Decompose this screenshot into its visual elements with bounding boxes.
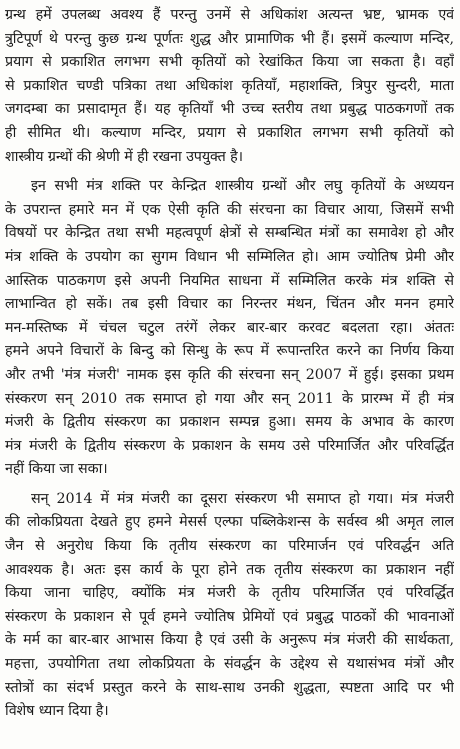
paragraph-2 (5, 175, 454, 482)
text-line: प्रयाग से प्रकाशित लगभग सभी कृतियों को रेखांकित किया जा सकता है। वहाँ (5, 54, 454, 71)
text-line: लाभान्वित हो सकें। तब इसी विचार का निरन्तर मंथन, चिंतन और मनन हमारे (5, 296, 454, 313)
text-line: विषयों पर केन्द्रित तथा सभी महत्वपूर्ण क्षेत्रों से सम्बन्धित मंत्रों का समावेश हो और (5, 225, 454, 242)
text-line: मन-मस्तिष्क में चंचल चटुल तरंगें लेकर बार-बार करवट बदलता रहा। अंततः (5, 319, 454, 336)
text-line: ही सीमित थी। कल्याण मन्दिर, प्रयाग से प्रकाशित लगभग सभी कृतियों को (5, 124, 454, 141)
paragraph-1 (5, 4, 454, 169)
text-line: आवश्यक है। अतः इस कार्य के पूरा होने तक तृतीय संस्करण का प्रकाशन नहीं (5, 561, 454, 578)
text-line: जैन से अनुरोध किया कि तृतीय संस्करण का परिमार्जन एवं परिवर्द्धन अति (5, 538, 454, 555)
text-line: सन् 2014 में मंत्र मंजरी का दूसरा संस्करण भी समाप्त हो गया। मंत्र मंजरी (31, 490, 454, 507)
text-line: से प्रकाशित चण्डी पत्रिका तथा अधिकांश कृतियाँ, महाशक्ति, त्रिपुर सुन्दरी, माता (5, 77, 454, 94)
paragraph-3 (5, 488, 454, 724)
text-line: इन सभी मंत्र शक्ति पर केन्द्रित शास्त्रीय ग्रन्थों और लघु कृतियों के अध्ययन (31, 178, 454, 195)
text-line: स्तोत्रों का संदर्भ प्रस्तुत करने के साथ-साथ उनकी शुद्धता, स्पष्टता आदि पर भी (5, 679, 454, 696)
text-line: मंत्र मंजरी के द्वितीय संस्करण के प्रकाशन के समय उसे परिमार्जित और परिवर्द्धित (5, 437, 454, 454)
text-line: संस्करण के प्रकाशन से पूर्व हमने ज्योतिष प्रेमियों एवं प्रबुद्ध पाठकों की भावनाओं (5, 608, 454, 625)
text-line: संस्करण सन् 2010 तक समाप्त हो गया और सन् 2011 के प्रारम्भ में ही मंत्र (5, 390, 454, 407)
text-line: त्रुटिपूर्ण थे परन्तु कुछ ग्रन्थ पूर्णतः शुद्ध और प्रामाणिक भी हैं। इसमें कल्याण मन्दिर, (5, 30, 454, 47)
text-line: के मर्म का बार-बार आभास किया है एवं उसी के अनुरूप मंत्र मंजरी की सार्थकता, (5, 632, 454, 649)
text-line: ग्रन्थ हमें उपलब्ध अवश्य हैं परन्तु उनमें से अधिकांश अत्यन्त भ्रष्ट, भ्रामक एवं (5, 7, 454, 23)
text-line: शास्त्रीय ग्रन्थों की श्रेणी में ही रखना उपयुक्त है। (5, 148, 243, 165)
text-line: की लोकप्रियता देखते हुए हमने मेसर्स एल्फा पब्लिकेशन्स के सर्वस्व श्री अमृत लाल (5, 514, 454, 531)
text-line: आस्तिक पाठकगण इसे अपनी नियमित साधना में सम्मिलित करके मंत्र शक्ति से (5, 272, 454, 289)
text-line: के उपरान्त हमारे मन में एक ऐसी कृति की संरचना का विचार आया, जिसमें सभी (5, 201, 454, 218)
text-line: नहीं किया जा सका। (5, 461, 108, 478)
text-line: महत्ता, उपयोगिता तथा लोकप्रियता के संवर्द्धन के उद्देश्य से यथासंभव मंत्रों और (5, 656, 454, 673)
text-line: विशेष ध्यान दिया है। (5, 703, 109, 720)
text-line: मंजरी के द्वितीय संस्करण का प्रकाशन सम्पन्न हुआ। समय के अभाव के कारण (5, 414, 454, 431)
text-line: और तभी 'मंत्र मंजरी' नामक इस कृति की संरचना सन् 2007 में हुई। इसका प्रथम (5, 366, 454, 383)
text-line: जगदम्बा का प्रसादामृत हैं। यह कृतियाँ भी उच्च स्तरीय तथा प्रबुद्ध पाठकगणों तक (5, 101, 454, 118)
text-line: मंत्र शक्ति के उपयोग का सुगम विधान भी सम्मिलित हो। आम ज्योतिष प्रेमी और (5, 248, 454, 265)
text-line: किया जाना चाहिए, क्योंकि मंत्र मंजरी के तृतीय परिमार्जित एवं परिवर्द्धित (5, 585, 454, 602)
text-line: हमने अपने विचारों के बिन्दु को सिन्धु के रूप में रूपान्तरित करने का निर्णय किया (5, 343, 454, 360)
